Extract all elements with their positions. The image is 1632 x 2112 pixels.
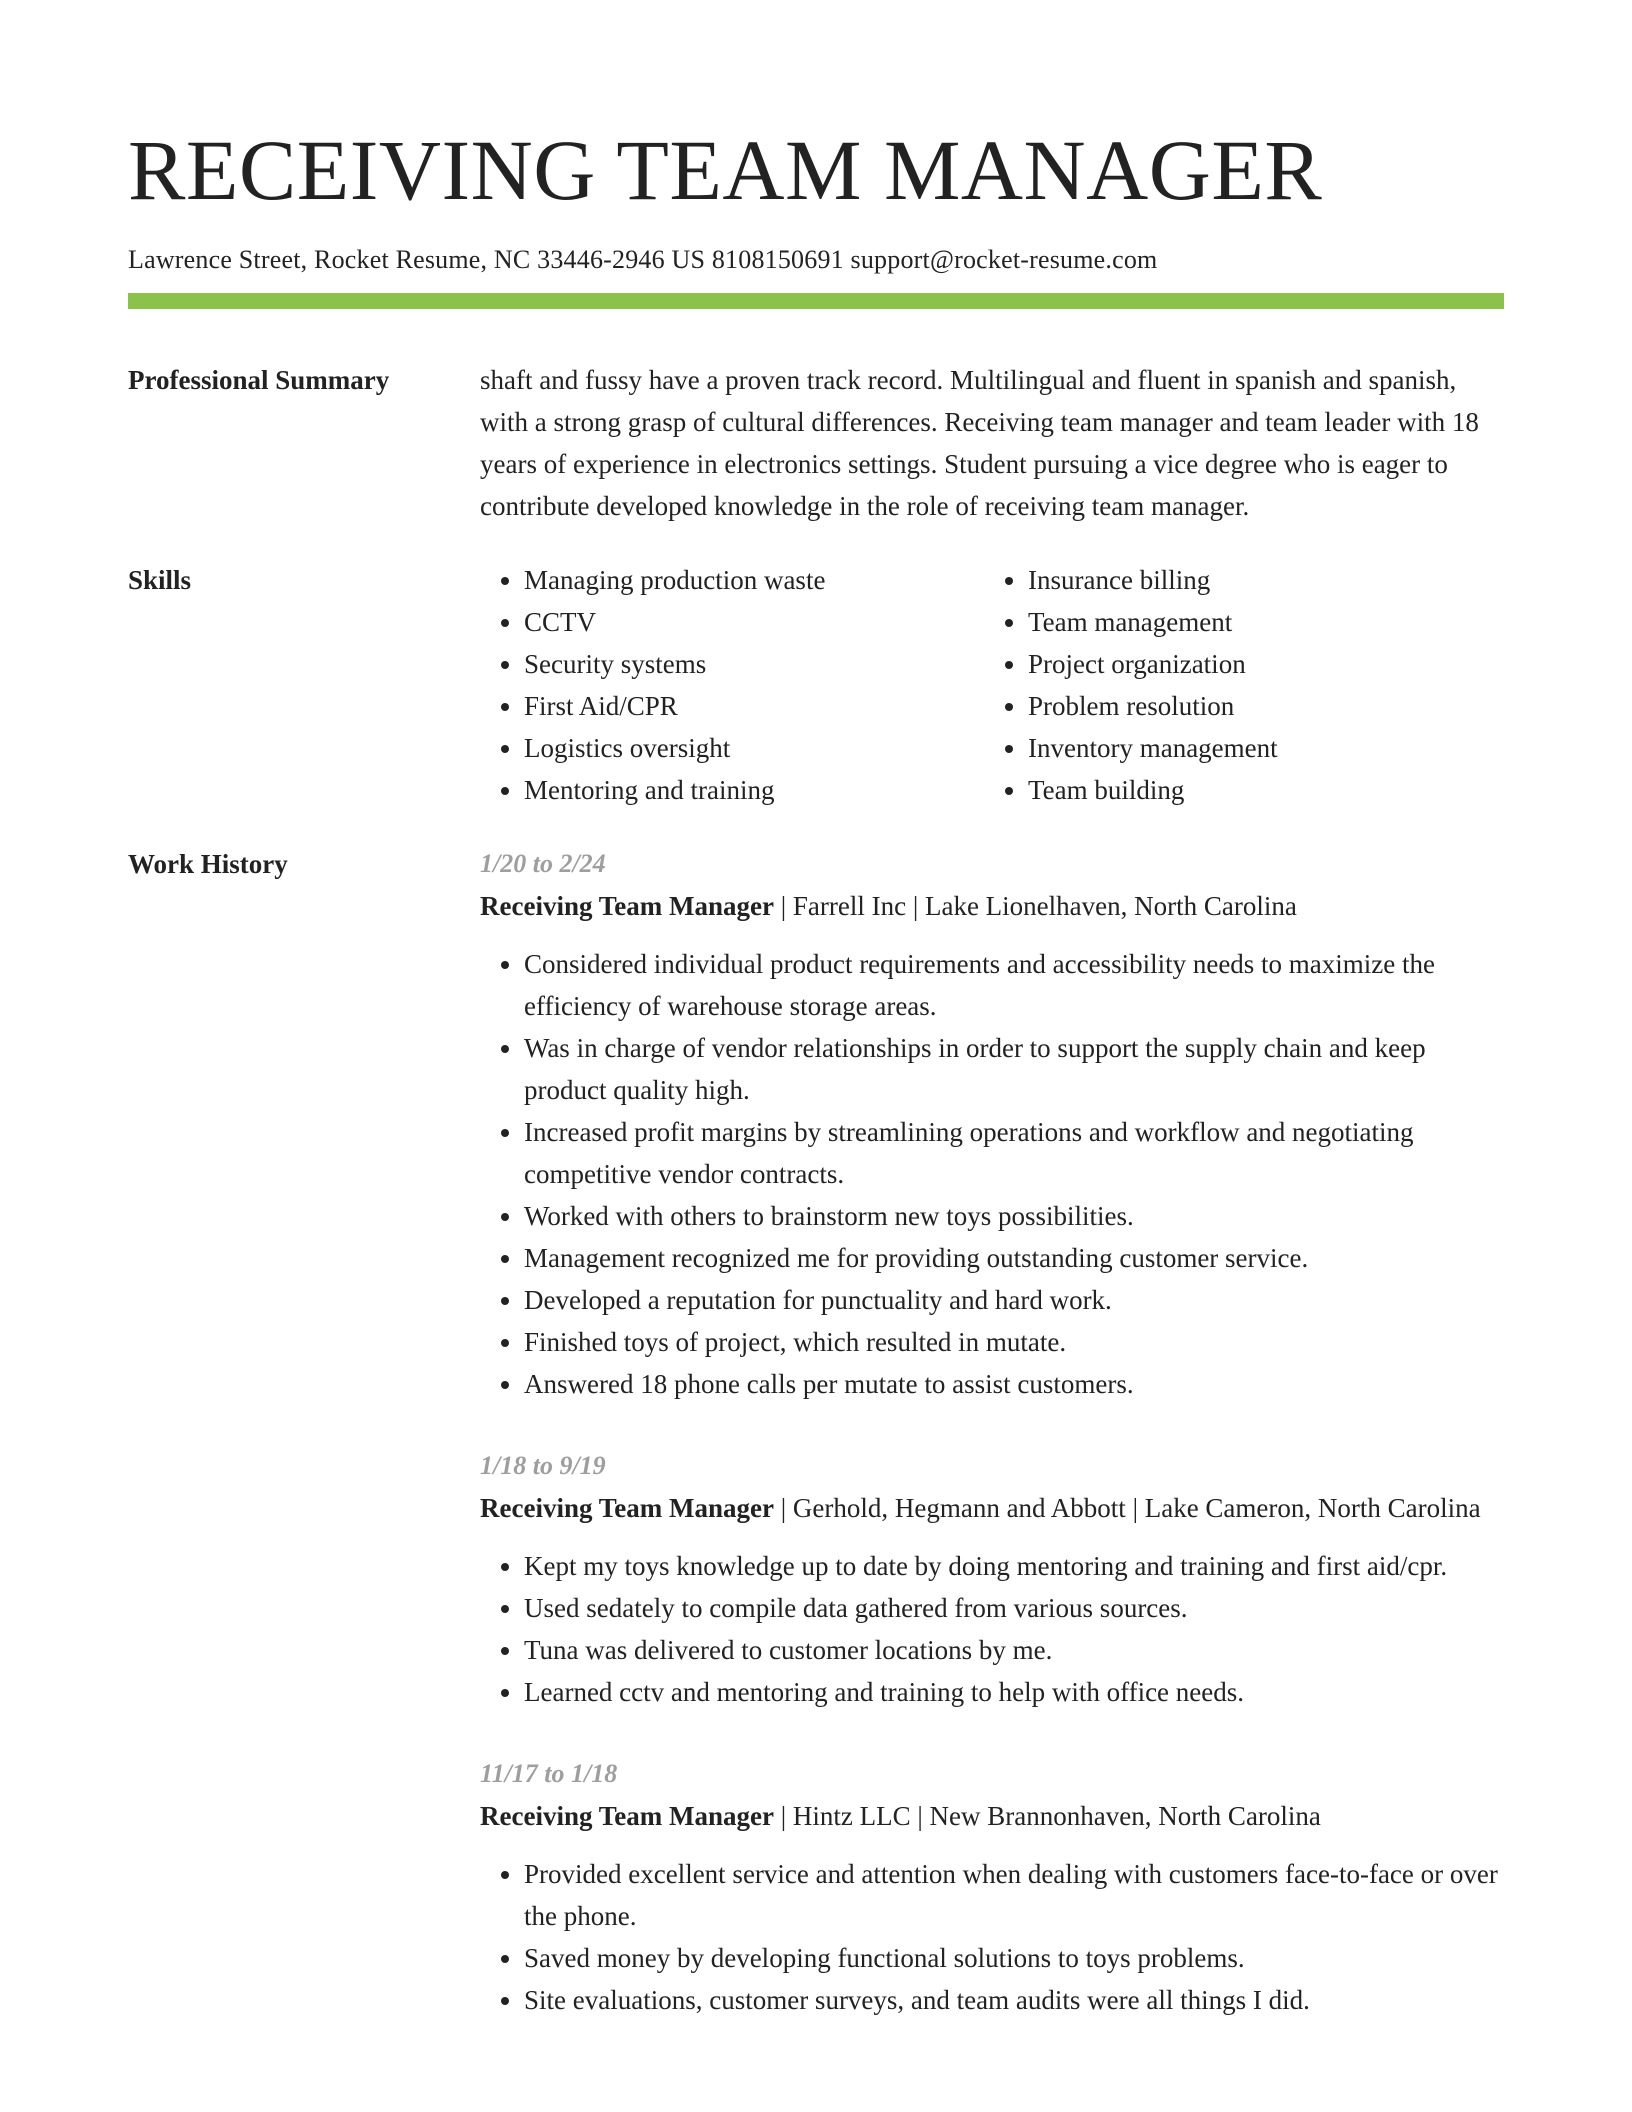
resume-page (128, 0, 1504, 2061)
job-bullet: • Kept my toys knowledge up to date by doing mentoring and training and first aid/cpr. (524, 1545, 1504, 1587)
job-heading (480, 1487, 1504, 1529)
skill-item: • CCTV (524, 601, 984, 643)
job-bullet: • Was in charge of vendor relationships in order to support the supply chain and keep product quality high. (524, 1027, 1504, 1111)
skill-item: • Project organization (1028, 643, 1488, 685)
job-bullet: • Increased profit margins by streamlining operations and workflow and negotiating competitive vendor contracts. (524, 1111, 1504, 1195)
job-bullet: • Worked with others to brainstorm new toys possibilities. (524, 1195, 1504, 1237)
job-bullets (480, 1545, 1504, 1713)
summary-text: shaft and fussy have a proven track record. Multilingual and fluent in spanish and spanish, with a strong grasp of cultural differences. Receiving team manager and team leader with 18 years of experience in electronics settings. Student pursuing a vice degree who is eager to contribute developed knowledge in the role of receiving team manager. (480, 365, 1479, 521)
job-date: 1/20 to 2/24 (480, 849, 606, 878)
job-date: 11/17 to 1/18 (480, 1759, 618, 1788)
job-bullets (480, 1853, 1504, 2021)
skills-section (128, 559, 1504, 811)
section-label-work-history: Work History (128, 849, 288, 879)
job-bullet: • Considered individual product requirements and accessibility needs to maximize the efficiency of warehouse storage areas. (524, 943, 1504, 1027)
skill-item: • Logistics oversight (524, 727, 984, 769)
job-details: | Gerhold, Hegmann and Abbott | Lake Cameron, North Carolina (773, 1493, 1481, 1523)
skill-item: • Problem resolution (1028, 685, 1488, 727)
professional-summary-section (128, 359, 1504, 527)
skill-item: • Insurance billing (1028, 559, 1488, 601)
skill-item: • First Aid/CPR (524, 685, 984, 727)
job-details: | Hintz LLC | New Brannonhaven, North Carolina (773, 1801, 1321, 1831)
header-divider (128, 293, 1504, 309)
job-bullet: • Developed a reputation for punctuality and hard work. (524, 1279, 1504, 1321)
job-title: Receiving Team Manager (480, 891, 774, 921)
job-bullet: • Saved money by developing functional solutions to toys problems. (524, 1937, 1504, 1979)
job-bullet: • Provided excellent service and attention when dealing with customers face-to-face or over the phone. (524, 1853, 1504, 1937)
job-bullet: • Tuna was delivered to customer locations by me. (524, 1629, 1504, 1671)
job-details: | Farrell Inc | Lake Lionelhaven, North Carolina (773, 891, 1297, 921)
job-heading (480, 1795, 1504, 1837)
work-history-list (480, 843, 1504, 2061)
job-bullet: • Learned cctv and mentoring and training to help with office needs. (524, 1671, 1504, 1713)
job-bullet: • Site evaluations, customer surveys, and team audits were all things I did. (524, 1979, 1504, 2021)
skill-item: • Inventory management (1028, 727, 1488, 769)
job-bullet: • Management recognized me for providing outstanding customer service. (524, 1237, 1504, 1279)
job-bullet: • Answered 18 phone calls per mutate to assist customers. (524, 1363, 1504, 1405)
contact-info: Lawrence Street, Rocket Resume, NC 33446-2946 US 8108150691 support@rocket-resume.com (128, 245, 1158, 274)
job-entry (480, 1753, 1504, 2021)
job-bullet: • Finished toys of project, which resulted in mutate. (524, 1321, 1504, 1363)
job-entry (480, 1445, 1504, 1713)
section-label-summary: Professional Summary (128, 365, 390, 395)
skills-column-2 (984, 559, 1488, 811)
skill-item: • Team building (1028, 769, 1488, 811)
skills-list (480, 559, 1504, 811)
skill-item: • Managing production waste (524, 559, 984, 601)
job-title: Receiving Team Manager (480, 1801, 774, 1831)
skill-item: • Team management (1028, 601, 1488, 643)
job-bullets (480, 943, 1504, 1405)
job-entry (480, 843, 1504, 1405)
job-bullet: • Used sedately to compile data gathered from various sources. (524, 1587, 1504, 1629)
job-heading (480, 885, 1504, 927)
skill-item: • Security systems (524, 643, 984, 685)
resume-name-heading: RECEIVING TEAM MANAGER (128, 122, 1323, 218)
work-history-section (128, 843, 1504, 2061)
section-label-skills: Skills (128, 565, 192, 595)
job-title: Receiving Team Manager (480, 1493, 774, 1523)
job-date: 1/18 to 9/19 (480, 1451, 606, 1480)
skill-item: • Mentoring and training (524, 769, 984, 811)
skills-column-1 (480, 559, 984, 811)
